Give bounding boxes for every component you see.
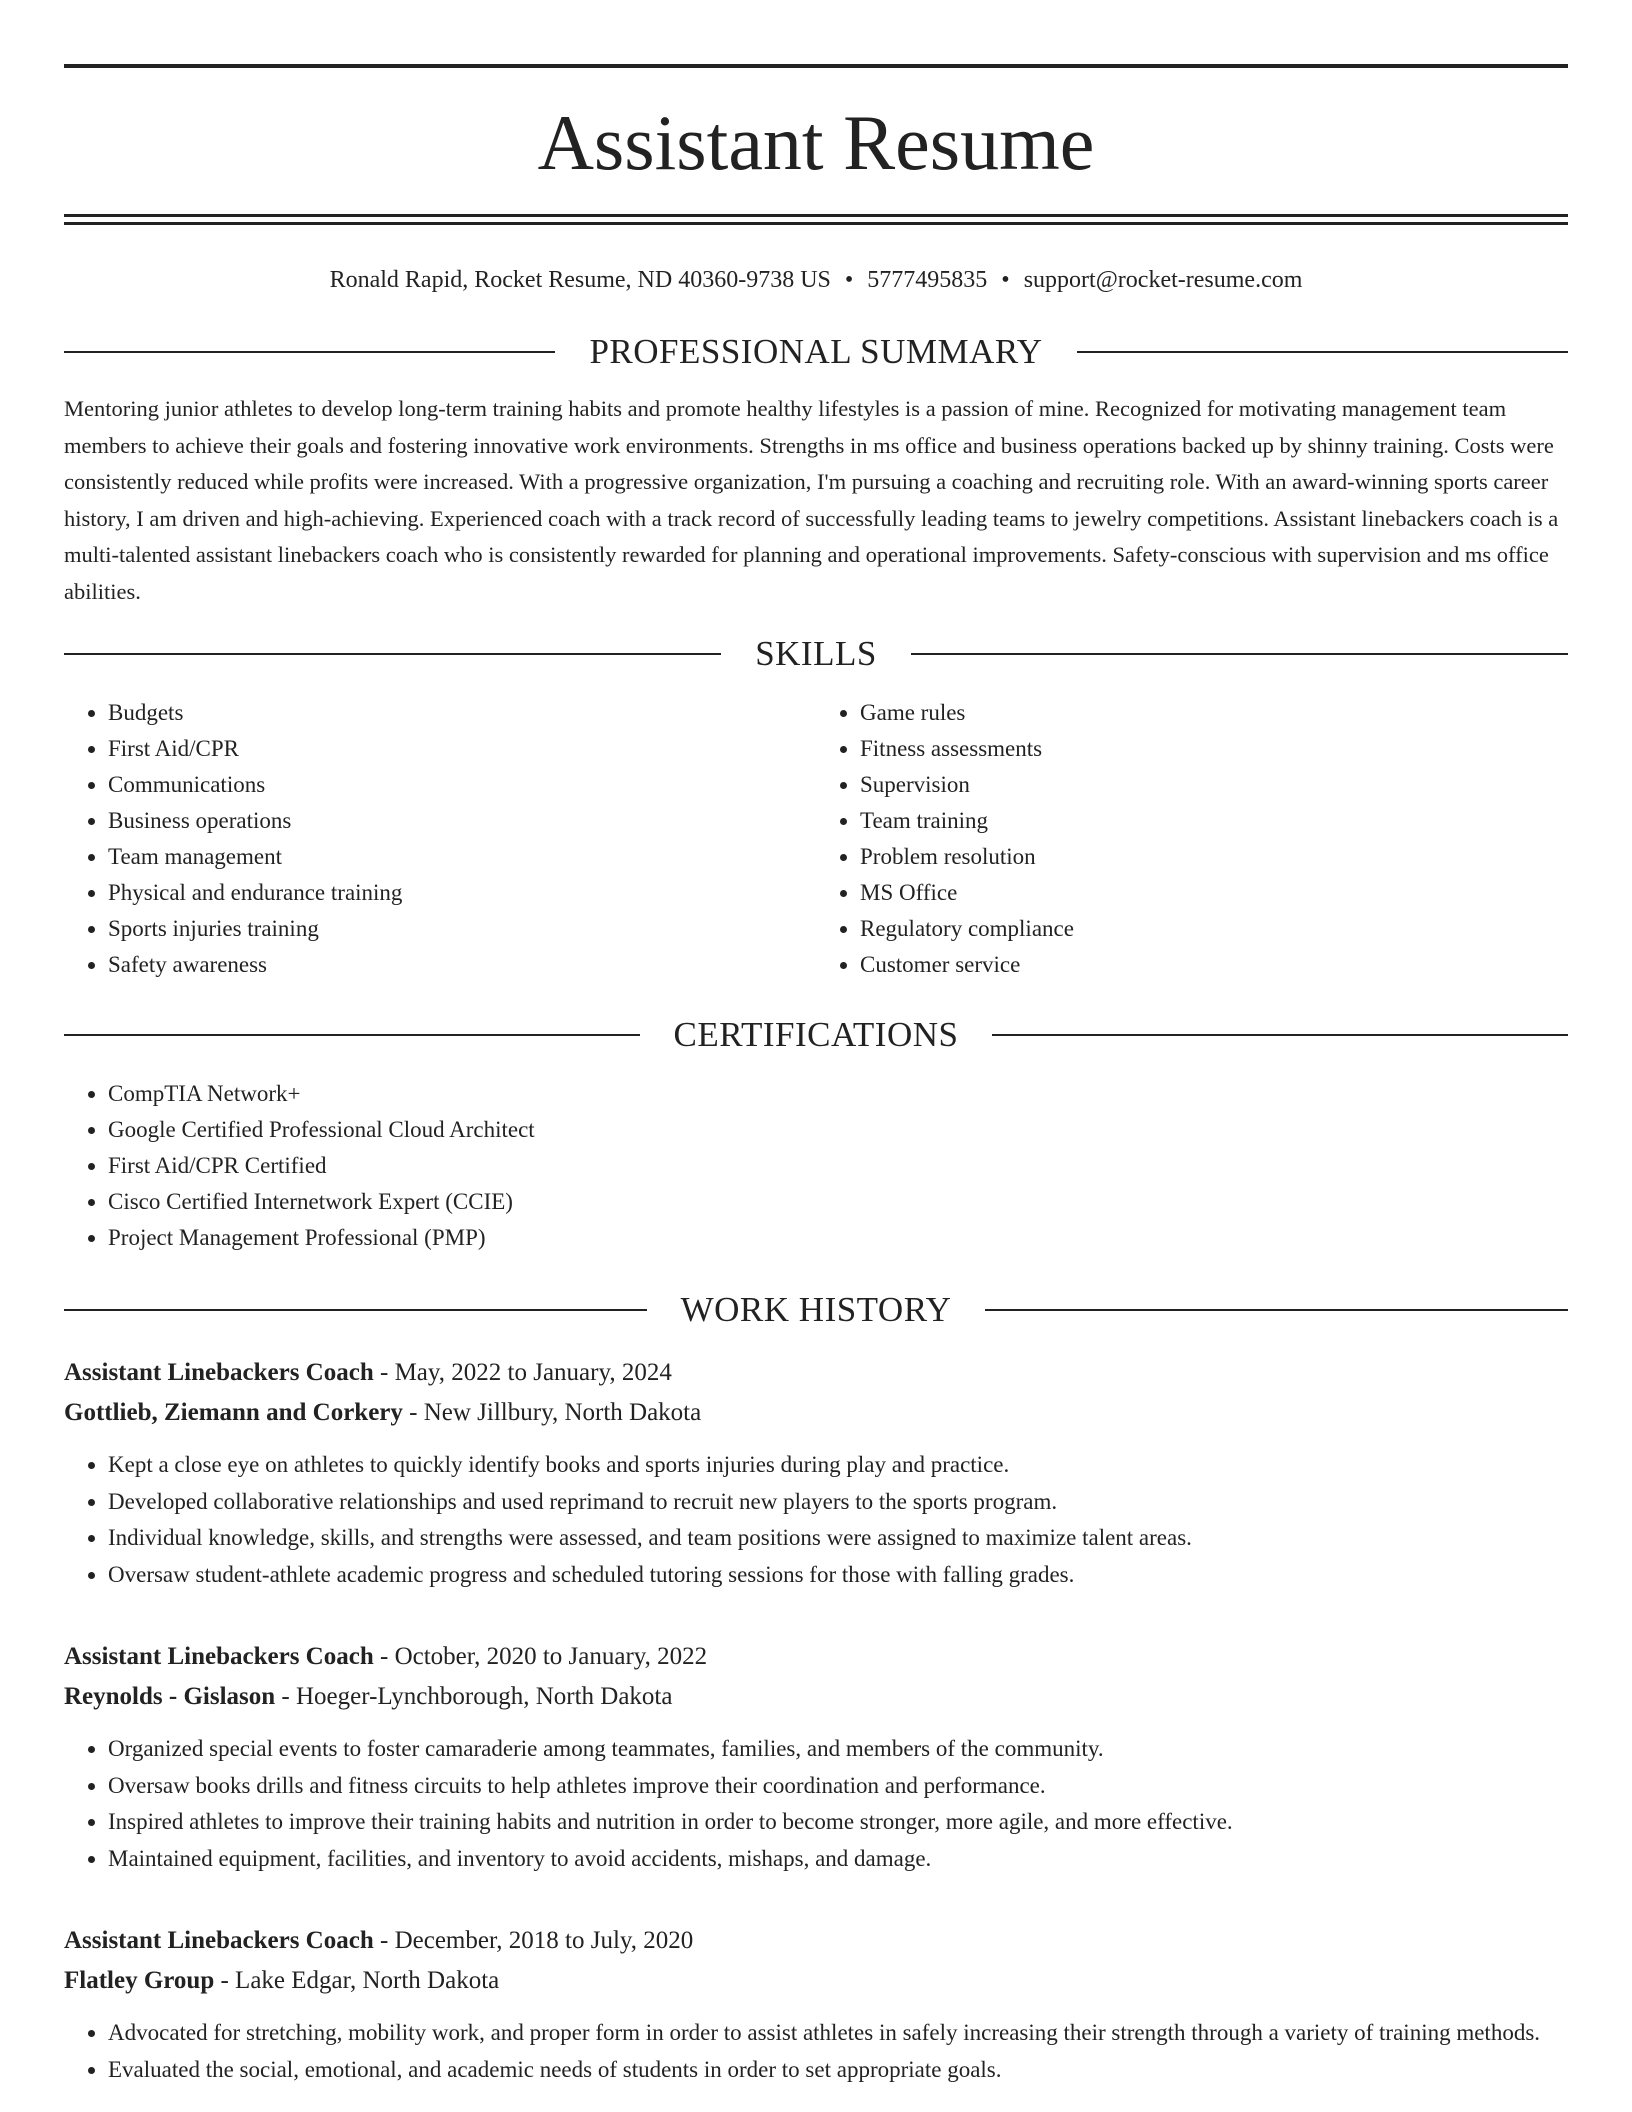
skill-item: • Safety awareness: [108, 947, 816, 983]
job-bullets: [64, 1731, 1568, 1877]
contact-separator: •: [844, 267, 854, 293]
certification-item: • Cisco Certified Internetwork Expert (CCIE): [108, 1184, 1568, 1220]
skills-list-right: [816, 695, 1568, 983]
resume-title: Assistant Resume: [537, 99, 1095, 186]
job-entry: [64, 1637, 1568, 1877]
skill-item: • MS Office: [860, 875, 1568, 911]
job-location: - New Jillbury, North Dakota: [402, 1399, 702, 1426]
job-bullet: • Oversaw student-athlete academic progress and scheduled tutoring sessions for those with falling grades.: [108, 1557, 1568, 1594]
job-bullet: • Maintained equipment, facilities, and inventory to avoid accidents, mishaps, and damage.: [108, 1841, 1568, 1878]
job-company: Flatley Group: [64, 1967, 215, 1994]
section-rule: [64, 653, 721, 655]
section-rule: [1077, 351, 1568, 353]
job-company-line: [64, 1961, 1568, 2001]
job-dates: - October, 2020 to January, 2022: [373, 1643, 708, 1670]
skill-item: • Budgets: [108, 695, 816, 731]
section-title-summary: PROFESSIONAL SUMMARY: [589, 332, 1043, 371]
title-double-rule: [64, 214, 1568, 225]
job-bullet: • Inspired athletes to improve their training habits and nutrition in order to become stronger, more agile, and more effective.: [108, 1804, 1568, 1841]
section-header-skills: [64, 636, 1568, 671]
section-rule: [64, 351, 555, 353]
contact-email: support@rocket-resume.com: [1023, 267, 1303, 293]
job-title-line: [64, 1353, 1568, 1393]
job-entry: [64, 1921, 1568, 2088]
job-bullet: • Advocated for stretching, mobility work, and proper form in order to assist athletes in safely increasing their strength through a variety of training methods.: [108, 2015, 1568, 2052]
job-company-line: [64, 1677, 1568, 1717]
job-bullet: • Developed collaborative relationships and used reprimand to recruit new players to the sports program.: [108, 1484, 1568, 1521]
section-rule: [992, 1034, 1568, 1036]
top-rule: [64, 64, 1568, 68]
section-rule: [64, 1034, 640, 1036]
skill-item: • First Aid/CPR: [108, 731, 816, 767]
skill-item: • Supervision: [860, 767, 1568, 803]
section-header-certifications: [64, 1017, 1568, 1052]
resume-page: [64, 64, 1568, 2088]
section-title-certifications: CERTIFICATIONS: [673, 1015, 959, 1054]
certifications-list: [64, 1076, 1568, 1256]
job-dates: - December, 2018 to July, 2020: [373, 1927, 694, 1954]
job-bullet: • Kept a close eye on athletes to quickly identify books and sports injuries during play and practice.: [108, 1447, 1568, 1484]
section-header-work: [64, 1292, 1568, 1327]
job-company: Gottlieb, Ziemann and Corkery: [64, 1399, 403, 1426]
skills-list-left: [64, 695, 816, 983]
job-company: Reynolds - Gislason: [64, 1683, 276, 1710]
skill-item: • Customer service: [860, 947, 1568, 983]
job-bullet: • Organized special events to foster camaraderie among teammates, families, and members of the community.: [108, 1731, 1568, 1768]
certification-item: • First Aid/CPR Certified: [108, 1148, 1568, 1184]
job-location: - Hoeger-Lynchborough, North Dakota: [275, 1683, 673, 1710]
skill-item: • Sports injuries training: [108, 911, 816, 947]
skill-item: • Team training: [860, 803, 1568, 839]
contact-address: Ronald Rapid, Rocket Resume, ND 40360-9738 US: [329, 267, 831, 293]
contact-phone: 5777495835: [867, 267, 988, 293]
job-bullets: [64, 2015, 1568, 2088]
skill-item: • Physical and endurance training: [108, 875, 816, 911]
section-rule: [64, 1309, 647, 1311]
skill-item: • Problem resolution: [860, 839, 1568, 875]
certification-item: • CompTIA Network+: [108, 1076, 1568, 1112]
job-title: Assistant Linebackers Coach: [64, 1927, 374, 1954]
job-bullet: • Evaluated the social, emotional, and academic needs of students in order to set appropriate goals.: [108, 2052, 1568, 2089]
job-bullet: • Oversaw books drills and fitness circuits to help athletes improve their coordination and performance.: [108, 1768, 1568, 1805]
job-title: Assistant Linebackers Coach: [64, 1359, 374, 1386]
contact-separator: •: [1001, 267, 1010, 293]
section-rule: [985, 1309, 1568, 1311]
skills-columns: [64, 695, 1568, 983]
job-dates: - May, 2022 to January, 2024: [373, 1359, 672, 1386]
job-title-line: [64, 1921, 1568, 1961]
skill-item: • Game rules: [860, 695, 1568, 731]
skill-item: • Business operations: [108, 803, 816, 839]
job-title-line: [64, 1637, 1568, 1677]
job-entry: [64, 1353, 1568, 1593]
job-location: - Lake Edgar, North Dakota: [214, 1967, 500, 1994]
section-title-skills: SKILLS: [755, 634, 877, 673]
certification-item: • Project Management Professional (PMP): [108, 1220, 1568, 1256]
job-company-line: [64, 1393, 1568, 1433]
section-header-summary: [64, 334, 1568, 369]
section-title-work: WORK HISTORY: [680, 1290, 952, 1329]
contact-line: [64, 267, 1568, 294]
section-rule: [911, 653, 1568, 655]
skill-item: • Team management: [108, 839, 816, 875]
job-bullet: • Individual knowledge, skills, and strengths were assessed, and team positions were assigned to maximize talent areas.: [108, 1520, 1568, 1557]
summary-text: Mentoring junior athletes to develop long-term training habits and promote healthy lifestyles is a passion of mine. Recognized for motivating management team members to achieve their goals and fostering innovative work environments. Strengths in ms office and business operations backed up by shinny training. Costs were consistently reduced while profits were increased. With a progressive organization, I'm pursuing a coaching and recruiting role. With an award-winning sports career history, I am driven and high-achieving. Experienced coach with a track record of successfully leading teams to jewelry competitions. Assistant linebackers coach is a multi-talented assistant linebackers coach who is consistently rewarded for planning and operational improvements. Safety-conscious with supervision and ms office abilities.: [64, 396, 1559, 604]
job-title: Assistant Linebackers Coach: [64, 1643, 374, 1670]
skill-item: • Fitness assessments: [860, 731, 1568, 767]
skill-item: • Regulatory compliance: [860, 911, 1568, 947]
job-bullets: [64, 1447, 1568, 1593]
certification-item: • Google Certified Professional Cloud Architect: [108, 1112, 1568, 1148]
skill-item: • Communications: [108, 767, 816, 803]
